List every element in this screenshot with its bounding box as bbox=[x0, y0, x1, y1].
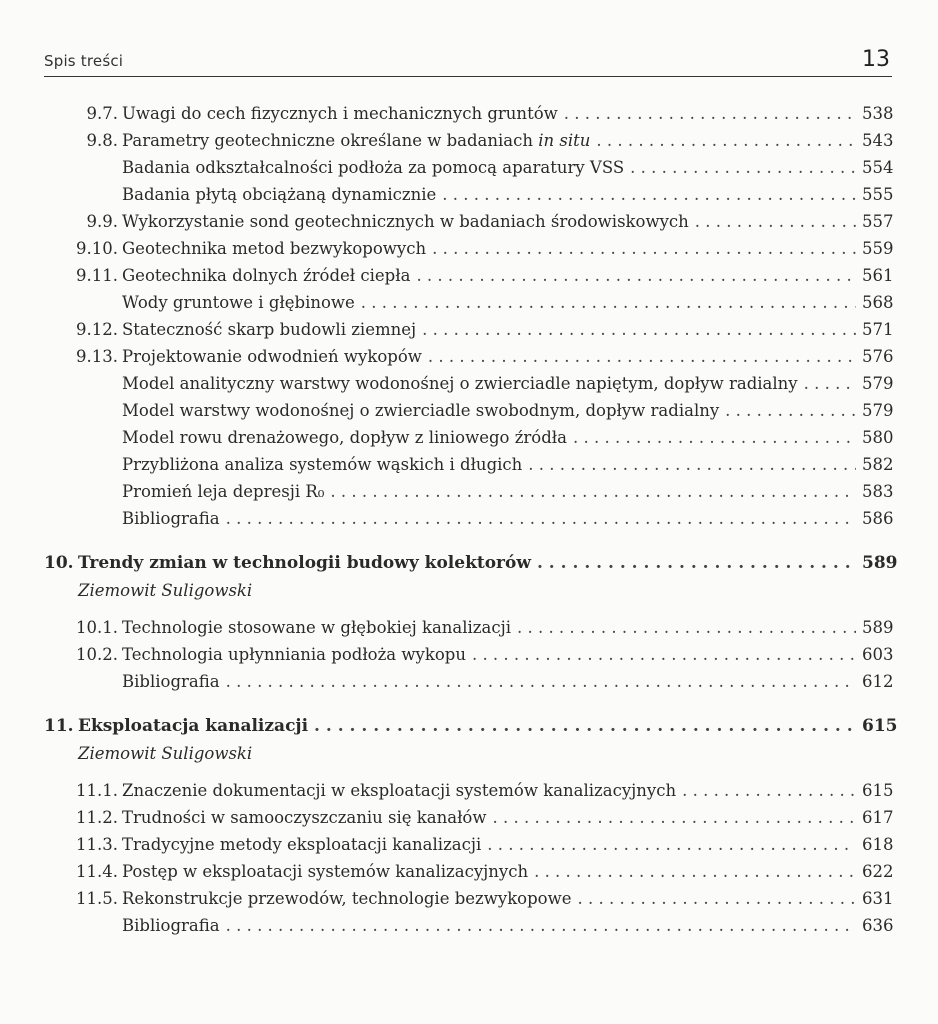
chapter-heading[interactable]: 10. Trendy zmian w technologii budowy kolektorów . . . 589 bbox=[44, 550, 892, 577]
chapter-heading[interactable]: 11. Eksploatacja kanalizacji . . . 615 bbox=[44, 713, 892, 740]
toc-entry[interactable]: Model analityczny warstwy wodonośnej o zwierciadle napiętym, dopływ radialny . . . 579 bbox=[44, 370, 892, 397]
toc-entry[interactable]: 11.2. Trudności w samooczyszczaniu się kanałów . . . 617 bbox=[44, 804, 892, 831]
toc-entry[interactable]: Badania płytą obciążaną dynamicznie . . . 555 bbox=[44, 181, 892, 208]
toc-entry[interactable]: Promień leja depresji R₀ . . . 583 bbox=[44, 478, 892, 505]
toc-entry[interactable]: 10.2. Technologia upłynniania podłoża wykopu . . . 603 bbox=[44, 641, 892, 668]
table-of-contents bbox=[44, 100, 898, 939]
page-number: 13 bbox=[862, 47, 890, 72]
toc-entry[interactable]: 9.11. Geotechnika dolnych źródeł ciepła . . . 561 bbox=[44, 262, 892, 289]
toc-entry[interactable]: 10.1. Technologie stosowane w głębokiej kanalizacji . . . 589 bbox=[44, 614, 892, 641]
toc-entry[interactable]: 11.1. Znaczenie dokumentacji w eksploatacji systemów kanalizacyjnych . . . 615 bbox=[44, 777, 892, 804]
toc-entry[interactable]: Badania odkształcalności podłoża za pomocą aparatury VSS . . . 554 bbox=[44, 154, 892, 181]
toc-entry[interactable]: Bibliografia . . . 636 bbox=[44, 912, 892, 939]
toc-entry[interactable]: Model rowu drenażowego, dopływ z liniowego źródła . . . 580 bbox=[44, 424, 892, 451]
chapter-author: Ziemowit Suligowski bbox=[78, 744, 253, 763]
toc-entry[interactable]: 9.10. Geotechnika metod bezwykopowych . . . 559 bbox=[44, 235, 892, 262]
toc-entry[interactable]: Bibliografia . . . 586 bbox=[44, 505, 892, 532]
toc-entry[interactable]: 11.3. Tradycyjne metody eksploatacji kanalizacji . . . 618 bbox=[44, 831, 892, 858]
toc-entry[interactable]: 9.12. Stateczność skarp budowli ziemnej . . . 571 bbox=[44, 316, 892, 343]
toc-entry[interactable]: 11.5. Rekonstrukcje przewodów, technologie bezwykopowe . . . 631 bbox=[44, 885, 892, 912]
toc-entry[interactable]: Wody gruntowe i głębinowe . . . 568 bbox=[44, 289, 892, 316]
toc-entry[interactable]: 9.9. Wykorzystanie sond geotechnicznych w badaniach środowiskowych . . . 557 bbox=[44, 208, 892, 235]
toc-entry[interactable]: 9.8. Parametry geotechniczne określane w badaniach in situ . . . 543 bbox=[44, 127, 892, 154]
toc-entry[interactable]: 9.13. Projektowanie odwodnień wykopów . . . 576 bbox=[44, 343, 892, 370]
page-header bbox=[44, 40, 892, 77]
running-title: Spis treści bbox=[44, 52, 124, 70]
toc-entry[interactable]: Bibliografia . . . 612 bbox=[44, 668, 892, 695]
toc-entry[interactable]: 11.4. Postęp w eksploatacji systemów kanalizacyjnych . . . 622 bbox=[44, 858, 892, 885]
toc-entry[interactable]: 9.7. Uwagi do cech fizycznych i mechanicznych gruntów . . . 538 bbox=[44, 100, 892, 127]
toc-entry[interactable]: Model warstwy wodonośnej o zwierciadle swobodnym, dopływ radialny . . . 579 bbox=[44, 397, 892, 424]
toc-entry[interactable]: Przybliżona analiza systemów wąskich i długich . . . 582 bbox=[44, 451, 892, 478]
chapter-author: Ziemowit Suligowski bbox=[78, 581, 253, 600]
